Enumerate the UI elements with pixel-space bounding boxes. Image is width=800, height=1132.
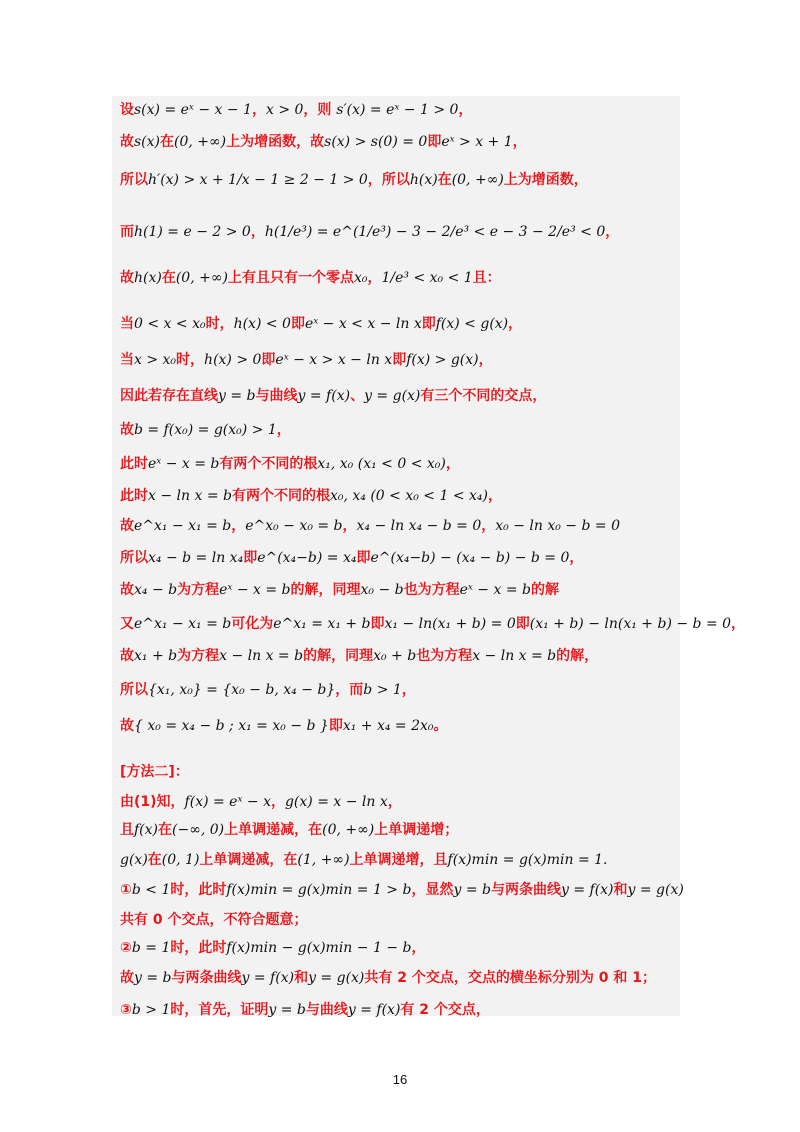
chinese-text: 为方程: [177, 648, 220, 664]
math-expression: b > 1: [363, 682, 402, 698]
chinese-text: ，: [276, 422, 291, 438]
math-expression: h(x): [134, 270, 162, 286]
math-expression: f(x)min = g(x)min = 1.: [447, 852, 608, 868]
chinese-text: ，: [250, 224, 265, 240]
math-expression: (0, +∞): [175, 270, 228, 286]
chinese-text: ，: [231, 518, 246, 534]
chinese-text: 有两个不同的根: [219, 456, 318, 472]
chinese-text: 可化为: [231, 616, 274, 632]
math-expression: x₀ + b: [373, 648, 417, 664]
math-expression: f(x) < g(x): [435, 316, 509, 332]
chinese-text: 故: [120, 422, 134, 438]
chinese-text: 在: [437, 172, 452, 188]
math-expression: eˣ − x > x − ln x: [275, 352, 393, 368]
chinese-text: ，所以: [367, 172, 410, 188]
math-expression: eˣ − x < x − ln x: [304, 316, 422, 332]
solution-line: [120, 170, 588, 190]
chinese-text: 上单调递增；: [374, 822, 459, 838]
chinese-text: 和: [613, 882, 628, 898]
chinese-text: ，: [367, 270, 382, 286]
chinese-text: 故: [120, 718, 134, 734]
chinese-text: ，: [411, 940, 426, 956]
math-expression: x₁ − ln(x₁ + b) = 0: [384, 616, 516, 632]
math-expression: x > x₀: [134, 352, 177, 368]
chinese-text: 在: [161, 270, 176, 286]
chinese-text: 当: [120, 316, 134, 332]
solution-line: [120, 646, 598, 666]
chinese-text: 即: [392, 352, 407, 368]
chinese-text: ，: [401, 682, 416, 698]
math-expression: s(x) > s(0) = 0: [324, 134, 428, 150]
chinese-text: 上为增函数，: [503, 172, 588, 188]
chinese-text: 即: [261, 352, 276, 368]
solution-line: [120, 420, 291, 440]
chinese-text: 时，首先，证明: [170, 1002, 269, 1018]
math-expression: eˣ − x = b: [148, 456, 220, 472]
chinese-text: 的解，同理: [290, 582, 361, 598]
math-expression: b > 1: [131, 1002, 171, 1018]
math-expression: e^x₀ − x₀ = b: [245, 518, 343, 534]
chinese-text: 为方程: [177, 582, 220, 598]
chinese-text: 有两个不同的根: [231, 488, 330, 504]
math-expression: s(x): [134, 134, 161, 150]
math-expression: x₄ − b = ln x₄: [148, 550, 244, 566]
math-expression: y = b: [218, 388, 256, 404]
solution-line: [120, 580, 559, 600]
chinese-text: ，: [458, 102, 473, 118]
math-expression: eˣ − x = b: [219, 582, 291, 598]
chinese-text: ，: [512, 134, 527, 150]
chinese-text: ，: [569, 550, 584, 566]
chinese-text: 由(1)知，: [120, 794, 185, 810]
math-expression: (0, +∞): [451, 172, 504, 188]
chinese-text: 的解，同理: [303, 648, 374, 664]
solution-line: [120, 938, 425, 958]
solution-line: [120, 548, 583, 568]
math-expression: h(1/e³) = e^(1/e³) − 3 − 2/e³ < e − 3 − 2/e³ < 0: [264, 224, 606, 240]
math-expression: g(x) = x − ln x: [284, 794, 388, 810]
solution-line: [120, 762, 189, 782]
math-expression: e^x₁ − x₁ = b: [134, 518, 232, 534]
chinese-text: 也为方程: [403, 582, 460, 598]
chinese-text: 故: [120, 648, 134, 664]
solution-line: [120, 820, 458, 840]
math-expression: h(x) < 0: [233, 316, 291, 332]
chinese-text: 故: [120, 582, 134, 598]
math-expression: e^(x₄−b) = x₄: [257, 550, 357, 566]
solution-line: [120, 716, 448, 736]
solution-line: [120, 680, 416, 700]
math-expression: y = g(x): [364, 388, 421, 404]
chinese-text: ，: [387, 794, 402, 810]
chinese-text: 也为方程: [416, 648, 473, 664]
chinese-text: 时，: [176, 352, 205, 368]
chinese-text: ，则: [303, 102, 337, 118]
chinese-text: 的解，: [556, 648, 599, 664]
math-expression: h(x) > 0: [204, 352, 262, 368]
chinese-text: 时，此时: [170, 940, 227, 956]
math-expression: x₀ − ln x₀ − b = 0: [495, 518, 620, 534]
solution-line: [120, 792, 402, 812]
math-expression: x − ln x = b: [148, 488, 232, 504]
chinese-text: 在: [147, 852, 162, 868]
math-expression: x₀: [353, 270, 368, 286]
chinese-text: 在: [160, 134, 175, 150]
chinese-text: 所以: [120, 682, 148, 698]
chinese-text: ，: [481, 518, 496, 534]
math-expression: e^x₁ − x₁ = b: [134, 616, 232, 632]
chinese-text: 故: [120, 134, 134, 150]
chinese-text: ，: [508, 316, 523, 332]
math-expression: f(x)min − g(x)min − 1 − b: [226, 940, 412, 956]
chinese-text: ，: [251, 102, 266, 118]
chinese-text: [方法二]：: [120, 764, 189, 780]
chinese-text: 与两条曲线: [490, 882, 561, 898]
chinese-text: 所以: [120, 172, 148, 188]
math-expression: 1/e³ < x₀ < 1: [381, 270, 473, 286]
chinese-text: 故: [120, 270, 134, 286]
chinese-text: 。: [433, 718, 448, 734]
solution-line: [120, 1000, 490, 1020]
chinese-text: 上有且只有一个零点: [227, 270, 354, 286]
chinese-text: 因此若存在直线: [120, 388, 218, 404]
chinese-text: 、: [350, 388, 365, 404]
chinese-text: ，: [731, 616, 746, 632]
chinese-text: ，而: [335, 682, 364, 698]
math-expression: b = 1: [131, 940, 171, 956]
math-expression: y = f(x): [297, 388, 351, 404]
solution-line: [120, 516, 620, 536]
math-expression: x₄ − b: [134, 582, 178, 598]
chinese-text: 上单调递增，且: [349, 852, 448, 868]
chinese-text: 与曲线: [255, 388, 298, 404]
chinese-text: 即: [356, 550, 371, 566]
chinese-text: 共有 0 个交点，不符合题意；: [120, 912, 308, 928]
math-expression: y = g(x): [627, 882, 684, 898]
chinese-text: 即: [328, 718, 343, 734]
chinese-text: ，: [342, 518, 357, 534]
chinese-text: ，: [605, 224, 620, 240]
chinese-text: 与两条曲线: [171, 970, 242, 986]
chinese-text: 故: [120, 518, 134, 534]
math-expression: x₀ − b: [360, 582, 404, 598]
math-expression: x₀, x₄ (0 < x₀ < 1 < x₄): [329, 488, 488, 504]
math-expression: eˣ − x = b: [459, 582, 531, 598]
math-expression: x₁ + b: [134, 648, 178, 664]
math-expression: x > 0: [265, 102, 304, 118]
chinese-text: ，: [478, 352, 493, 368]
chinese-text: ②: [120, 940, 132, 956]
chinese-text: 故: [120, 970, 134, 986]
math-expression: x₁, x₀ (x₁ < 0 < x₀): [317, 456, 446, 472]
math-expression: (−∞, 0): [172, 822, 225, 838]
chinese-text: 上单调递减，在: [224, 822, 323, 838]
math-expression: x₄ − ln x₄ − b = 0: [356, 518, 482, 534]
chinese-text: 时，: [205, 316, 234, 332]
math-expression: f(x) = eˣ − x: [184, 794, 271, 810]
chinese-text: ①: [120, 882, 132, 898]
math-expression: { x₀ = x₄ − b ; x₁ = x₀ − b }: [134, 718, 329, 734]
chinese-text: 且: [120, 822, 134, 838]
chinese-text: 此时: [120, 456, 148, 472]
solution-line: [120, 614, 745, 634]
chinese-text: 有 2 个交点，: [400, 1002, 490, 1018]
solution-line: [120, 314, 522, 334]
chinese-text: 上为增函数，故: [226, 134, 325, 150]
math-expression: (0, +∞): [322, 822, 375, 838]
chinese-text: 的解: [530, 582, 559, 598]
math-expression: y = f(x): [241, 970, 295, 986]
chinese-text: 即: [243, 550, 258, 566]
solution-line: [120, 910, 308, 930]
chinese-text: 即: [421, 316, 436, 332]
solution-line: [120, 100, 472, 120]
solution-line: [120, 880, 684, 900]
math-expression: (x₁ + b) − ln(x₁ + b) − b = 0: [529, 616, 732, 632]
chinese-text: 此时: [120, 488, 148, 504]
math-expression: {x₁, x₀} = {x₀ − b, x₄ − b}: [148, 682, 336, 698]
math-expression: f(x): [134, 822, 159, 838]
math-expression: eˣ > x + 1: [441, 134, 513, 150]
math-expression: e^x₁ = x₁ + b: [273, 616, 371, 632]
math-expression: h(x): [409, 172, 438, 188]
solution-line: [120, 968, 656, 988]
chinese-text: 即: [427, 134, 442, 150]
chinese-text: 而: [120, 224, 134, 240]
chinese-text: 所以: [120, 550, 148, 566]
math-expression: y = b: [268, 1002, 306, 1018]
solution-line: [120, 850, 608, 870]
math-expression: s(x) = eˣ − x − 1: [134, 102, 252, 118]
chinese-text: 即: [290, 316, 305, 332]
chinese-text: 上单调递减，在: [199, 852, 298, 868]
math-expression: h(1) = e − 2 > 0: [134, 224, 251, 240]
math-expression: (0, +∞): [174, 134, 227, 150]
chinese-text: ，显然: [411, 882, 454, 898]
math-expression: y = b: [453, 882, 491, 898]
chinese-text: 当: [120, 352, 134, 368]
solution-line: [120, 486, 502, 506]
math-expression: y = f(x): [560, 882, 614, 898]
math-expression: f(x)min = g(x)min = 1 > b: [226, 882, 412, 898]
chinese-text: ，: [445, 456, 460, 472]
math-expression: g(x): [120, 852, 148, 868]
math-expression: e^(x₄−b) − (x₄ − b) − b = 0: [370, 550, 570, 566]
math-expression: h′(x) > x + 1/x − 1 ≥ 2 − 1 > 0: [148, 172, 368, 188]
page-number: 16: [392, 1072, 408, 1087]
solution-line: [120, 132, 527, 152]
chinese-text: 即: [515, 616, 530, 632]
math-expression: 0 < x < x₀: [134, 316, 206, 332]
solution-line: [120, 268, 501, 288]
chinese-text: 共有 2 个交点，交点的横坐标分别为 0 和 1；: [364, 970, 656, 986]
math-expression: s′(x) = eˣ − 1 > 0: [336, 102, 459, 118]
chinese-text: ③: [120, 1002, 132, 1018]
math-expression: (0, 1): [161, 852, 200, 868]
chinese-text: 设: [120, 102, 134, 118]
math-expression: y = g(x): [308, 970, 365, 986]
math-expression: f(x) > g(x): [406, 352, 479, 368]
math-expression: y = b: [134, 970, 172, 986]
solution-line: [120, 386, 546, 406]
chinese-text: 与曲线: [305, 1002, 348, 1018]
math-expression: x − ln x = b: [219, 648, 304, 664]
solution-line: [120, 350, 493, 370]
solution-line: [120, 454, 460, 474]
chinese-text: ，: [487, 488, 502, 504]
solution-line: [120, 222, 619, 242]
chinese-text: 时，此时: [170, 882, 227, 898]
chinese-text: 有三个不同的交点，: [420, 388, 547, 404]
math-expression: x − ln x = b: [472, 648, 557, 664]
math-expression: x₁ + x₄ = 2x₀: [342, 718, 434, 734]
math-expression: (1, +∞): [297, 852, 350, 868]
math-expression: b = f(x₀) = g(x₀) > 1: [134, 422, 277, 438]
chinese-text: 且：: [472, 270, 501, 286]
chinese-text: 在: [158, 822, 173, 838]
chinese-text: 又: [120, 616, 134, 632]
math-expression: b < 1: [131, 882, 171, 898]
chinese-text: 和: [294, 970, 309, 986]
chinese-text: 即: [370, 616, 385, 632]
math-expression: y = f(x): [347, 1002, 401, 1018]
chinese-text: ，: [270, 794, 285, 810]
